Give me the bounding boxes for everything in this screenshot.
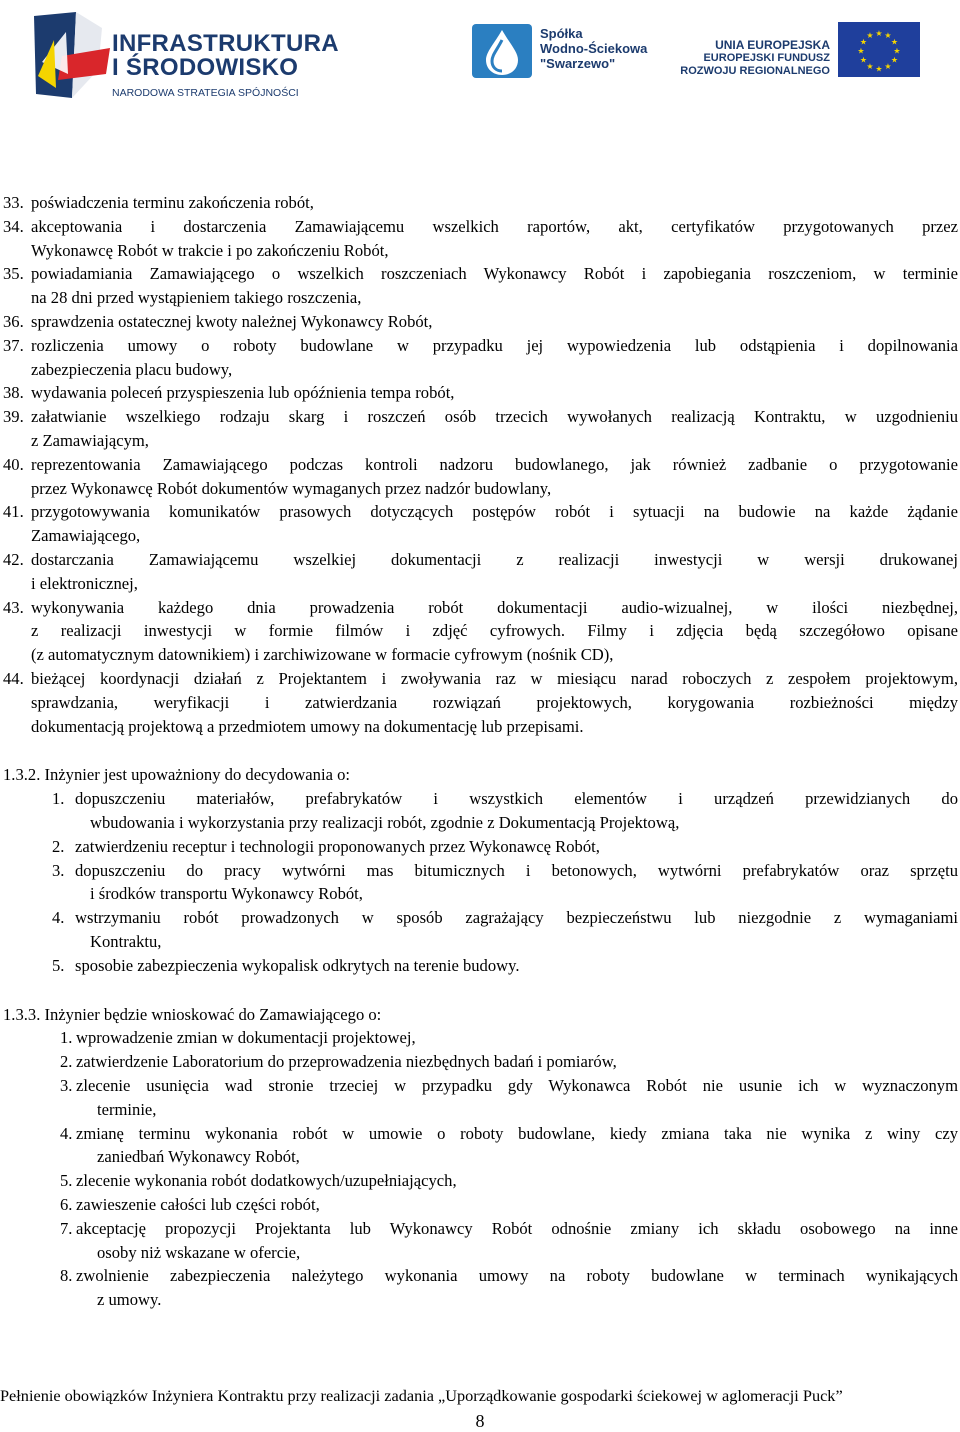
item-text-line: osoby niż wskazane w ofercie, — [97, 1242, 301, 1262]
item-text-line: akceptowania i dostarczenia Zamawiającemu wszelkich raportów, akt, certyfikatów przygotowanych przez — [31, 216, 958, 236]
item-text-line: dostarczania Zamawiającemu wszelkiej dokumentacji z realizacji inwestycji w wersji drukowanej — [31, 550, 958, 569]
svg-text:★: ★ — [866, 31, 874, 40]
item-text-line: wprowadzenie zmian w dokumentacji projektowej, — [76, 1028, 416, 1048]
item-text-line: zawieszenie całości lub części robót, — [76, 1195, 320, 1214]
item-text-line: dokumentacją projektową a przedmiotem umowy na dokumentację lub przepisami. — [31, 716, 584, 736]
svg-text:★: ★ — [890, 55, 899, 65]
item-number: 38. — [3, 383, 24, 403]
item-text-line: dopuszczeniu materiałów, prefabrykatów i wszystkich elementów i urządzeń przewidzianych do — [75, 789, 958, 809]
item-text-line: Kontraktu, — [90, 932, 162, 951]
svg-text:★: ★ — [890, 37, 899, 47]
item-number: 42. — [3, 550, 24, 569]
item-number: 35. — [3, 264, 24, 284]
item-number: 4. — [52, 908, 65, 928]
item-number: 39. — [3, 407, 24, 427]
water-drop-icon — [470, 22, 534, 80]
item-text-line: zaniedbań Wykonawcy Robót, — [97, 1147, 300, 1167]
infra-title-2: I ŚRODOWISKO — [112, 54, 299, 81]
item-text-line: sposobie zabezpieczenia wykopalisk odkrytych na terenie budowy. — [75, 955, 520, 975]
item-text-line: zmianę terminu wykonania robót w umowie o roboty budowlane, kiedy zmiana taka nie wynika z winy czy — [76, 1123, 958, 1143]
item-text-line: zwolnienie zabezpieczenia należytego wykonania umowy na roboty budowlane w terminach wynikających — [76, 1266, 958, 1286]
item-text-line: dopuszczeniu do pracy wytwórni mas bitumicznych i betonowych, wytwórni prefabrykatów oraz sprzętu — [75, 860, 958, 880]
item-number: 37. — [3, 335, 24, 355]
item-text-line: Wykonawcę Robót w trakcie i po zakończeniu Robót, — [31, 240, 389, 260]
item-text-line: i elektronicznej, — [31, 573, 138, 593]
item-text-line: zatwierdzenie Laboratorium do przeprowadzenia niezbędnych badań i pomiarów, — [76, 1052, 617, 1072]
item-text-line: reprezentowania Zamawiającego podczas kontroli nadzoru budowlanego, jak również zadbanie o przygotowanie — [31, 454, 958, 474]
eu-logo — [680, 20, 930, 90]
item-number: 43. — [3, 597, 24, 617]
item-number: 1. — [60, 1028, 73, 1048]
item-text-line: zlecenie usunięcia wad stronie trzeciej w przypadku gdy Wykonawca Robót nie usunie ich w wyznaczonym — [76, 1076, 958, 1095]
item-number: 3. — [52, 860, 65, 880]
eu-line-2: EUROPEJSKI FUNDUSZ — [703, 52, 830, 64]
item-text-line: załatwianie wszelkiego rodzaju skarg i roszczeń osób trzecich wywołanych realizacją Kontraktu, w uzgodnieniu — [31, 407, 958, 427]
item-text-line: zabezpieczenia placu budowy, — [31, 359, 233, 379]
svg-text:★: ★ — [884, 31, 892, 40]
item-text-line: z realizacji inwestycji w formie filmów i zdjęć cyfrowych. Filmy i zdjęcia będą szczegółowo opisane — [31, 621, 958, 641]
item-number: 34. — [3, 216, 24, 236]
svg-text:★: ★ — [857, 46, 865, 56]
infra-subtitle: NARODOWA STRATEGIA SPÓJNOŚCI — [112, 87, 299, 99]
item-text-line: Zamawiającego, — [31, 526, 141, 546]
item-text-line: wykonywania każdego dnia prowadzenia robót dokumentacji audio-wizualnej, w ilości niezbędnej, — [31, 597, 958, 617]
item-text-line: z umowy. — [97, 1290, 162, 1310]
item-number: 8. — [60, 1266, 73, 1286]
infrastruktura-flag-icon — [32, 10, 114, 100]
item-number: 6. — [60, 1195, 73, 1214]
item-text-line: sprawdzenia ostatecznej kwoty należnej Wykonawcy Robót, — [31, 312, 433, 331]
eu-flag-icon — [838, 22, 920, 77]
svg-text:★: ★ — [859, 37, 868, 47]
svg-text:★: ★ — [893, 46, 901, 56]
item-text-line: zatwierdzeniu receptur i technologii proponowanych przez Wykonawcę Robót, — [75, 836, 600, 856]
section-heading-1-3-3: 1.3.3. Inżynier będzie wnioskować do Zamawiającego o: — [3, 1004, 382, 1024]
item-text-line: przygotowywania komunikatów prasowych dotyczących postępów robót i sytuacji na budowie na każde żądanie — [31, 502, 958, 522]
item-text-line: na 28 dni przed wystąpieniem takiego roszczenia, — [31, 288, 362, 308]
infrastruktura-logo — [32, 10, 339, 102]
item-number: 36. — [3, 312, 24, 331]
item-number: 33. — [3, 193, 24, 212]
item-text-line: przez Wykonawcę Robót dokumentów wymaganych przez nadzór budowlany, — [31, 478, 552, 498]
item-number: 1. — [52, 789, 65, 809]
item-text-line: wydawania poleceń przyspieszenia lub opóźnienia tempa robót, — [31, 383, 455, 403]
item-text-line: i środków transportu Wykonawcy Robót, — [90, 884, 363, 904]
infra-title-1: INFRASTRUKTURA — [112, 30, 339, 57]
item-number: 44. — [3, 669, 24, 688]
item-text-line: bieżącej koordynacji działań z Projektantem i zwoływania raz w miesiącu narad roboczych z zespołem projektowym, — [31, 669, 958, 688]
svg-text:★: ★ — [884, 62, 892, 71]
item-text-line: sprawdzania, weryfikacji i zatwierdzania rozwiązań projektowych, korygowania rozbieżności między — [31, 692, 958, 712]
item-text-line: poświadczenia terminu zakończenia robót, — [31, 193, 314, 212]
item-text-line: akceptację propozycji Projektanta lub Wykonawcy Robót odnośnie zmiany ich składu osobowego na inne — [76, 1218, 958, 1238]
svg-text:★: ★ — [875, 64, 883, 74]
item-number: 7. — [60, 1218, 73, 1238]
item-number: 3. — [60, 1076, 73, 1095]
section-heading-1-3-2: 1.3.2. Inżynier jest upoważniony do decydowania o: — [3, 765, 350, 785]
spolka-line-1: Spółka — [540, 26, 583, 41]
eu-line-3: ROZWOJU REGIONALNEGO — [680, 65, 830, 77]
item-number: 2. — [60, 1052, 73, 1072]
spolka-line-2: Wodno-Ściekowa — [540, 41, 648, 56]
item-text-line: z Zamawiającym, — [31, 431, 149, 450]
eu-line-1: UNIA EUROPEJSKA — [715, 38, 830, 52]
item-text-line: zlecenie wykonania robót dodatkowych/uzupełniających, — [76, 1171, 457, 1191]
svg-text:★: ★ — [875, 29, 883, 38]
item-number: 40. — [3, 454, 24, 474]
item-number: 41. — [3, 502, 24, 522]
item-text-line: terminie, — [97, 1099, 157, 1119]
spolka-line-3: "Swarzewo" — [540, 56, 616, 71]
footer-text: Pełnienie obowiązków Inżyniera Kontraktu przy realizacji zadania „Uporządkowanie gospodarki ściekowej w aglomeracji Puck” — [0, 1386, 843, 1405]
header-logos — [0, 0, 960, 110]
item-number: 2. — [52, 836, 65, 856]
item-text-line: powiadamiania Zamawiającego o wszelkich roszczeniach Wykonawcy Robót i zapobiegania roszczeniom, w terminie — [31, 264, 958, 284]
item-number: 4. — [60, 1123, 73, 1143]
spolka-logo — [470, 22, 660, 80]
item-text-line: wstrzymaniu robót prowadzonych w sposób zagrażający bezpieczeństwu lub niezgodnie z wymaganiami — [75, 908, 958, 928]
item-text-line: wbudowania i wykorzystania przy realizacji robót, zgodnie z Dokumentacją Projektową, — [90, 813, 680, 832]
item-number: 5. — [52, 955, 65, 975]
page-number: 8 — [475, 1411, 485, 1431]
item-number: 5. — [60, 1171, 73, 1191]
item-text-line: (z automatycznym datownikiem) i zarchiwizowane w formacie cyfrowym (nośnik CD), — [31, 645, 614, 665]
item-text-line: rozliczenia umowy o roboty budowlane w przypadku jej wypowiedzenia lub odstąpienia i dopilnowania — [31, 335, 958, 355]
svg-text:★: ★ — [859, 55, 868, 65]
svg-text:★: ★ — [866, 62, 874, 71]
